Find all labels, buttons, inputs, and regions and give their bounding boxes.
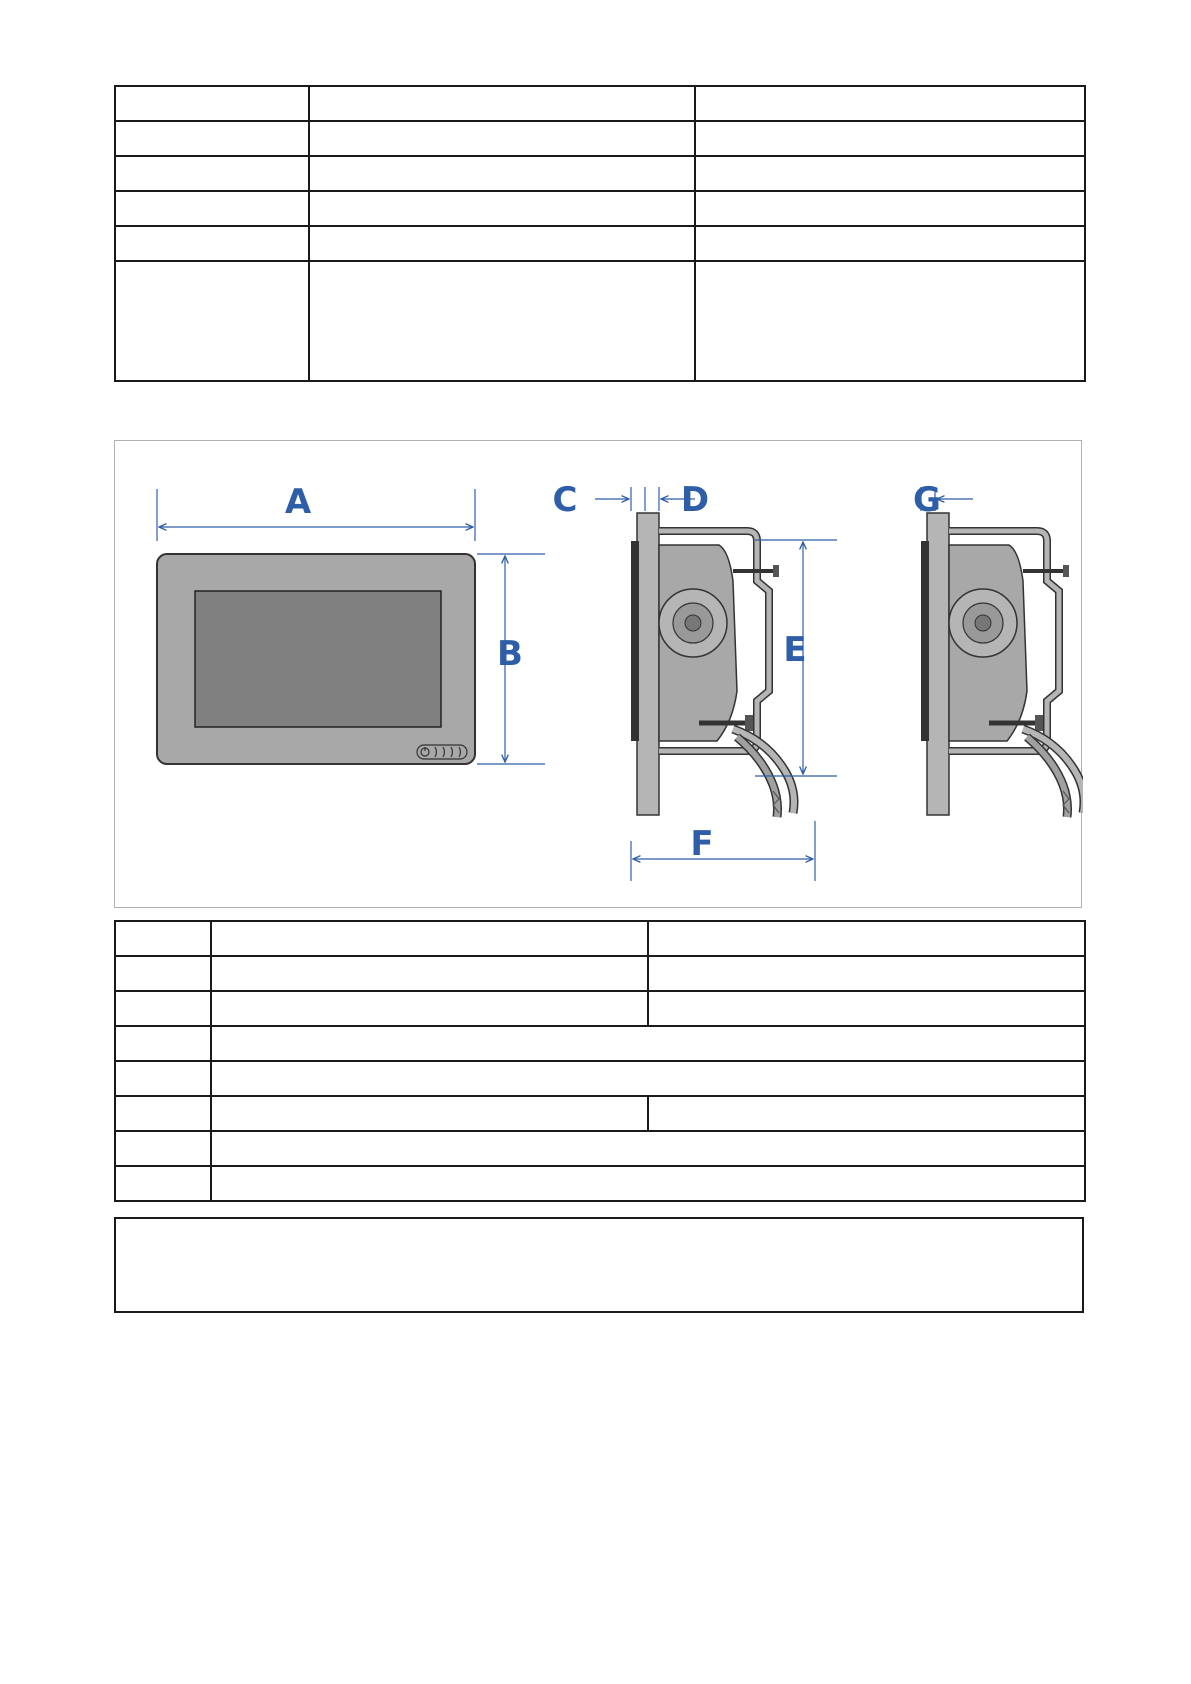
table-cell (115, 226, 309, 261)
table-cell (695, 261, 1085, 381)
table-cell (648, 921, 1085, 956)
table-row (115, 1166, 1085, 1201)
table-cell (211, 956, 648, 991)
table-cell (695, 191, 1085, 226)
table-cell (695, 121, 1085, 156)
table-cell (211, 991, 648, 1026)
table-row (115, 226, 1085, 261)
table-cell (648, 991, 1085, 1026)
table-cell (695, 156, 1085, 191)
table-cell (309, 191, 695, 226)
table-row (115, 156, 1085, 191)
dimensions-table (114, 920, 1086, 1202)
top-spec-table (114, 85, 1086, 382)
table-row (115, 956, 1085, 991)
table-row (115, 1061, 1085, 1096)
table-cell (115, 921, 211, 956)
table-cell (211, 1131, 1085, 1166)
device-side-view-flush (921, 513, 1083, 817)
table-cell (648, 1096, 1085, 1131)
table-cell (115, 121, 309, 156)
table-cell (211, 1026, 1085, 1061)
dimension-f (631, 821, 815, 881)
table-cell (211, 1061, 1085, 1096)
dimension-label-a: A (284, 482, 312, 522)
table-cell (115, 991, 211, 1026)
table-cell (695, 226, 1085, 261)
dimension-label-g: G (913, 480, 941, 520)
table-row (115, 921, 1085, 956)
device-front-view (157, 554, 475, 764)
table-cell (211, 921, 648, 956)
table-row (115, 991, 1085, 1026)
table-row (115, 1026, 1085, 1061)
table-row (115, 1096, 1085, 1131)
table-cell (115, 1026, 211, 1061)
dimensions-figure (114, 440, 1082, 908)
table-cell (115, 156, 309, 191)
dimensions-drawing (115, 441, 1083, 909)
table-cell (211, 1166, 1085, 1201)
table-cell (115, 1096, 211, 1131)
table-row (115, 86, 1085, 121)
table-cell (309, 121, 695, 156)
table-row (115, 191, 1085, 226)
table-cell (648, 956, 1085, 991)
table-cell (309, 86, 695, 121)
table-cell (115, 191, 309, 226)
table-cell (115, 1131, 211, 1166)
table-cell (309, 226, 695, 261)
table-cell (115, 261, 309, 381)
table-cell (115, 86, 309, 121)
table-row (115, 261, 1085, 381)
table-cell (695, 86, 1085, 121)
table-row (115, 1131, 1085, 1166)
table-cell (115, 1166, 211, 1201)
dimension-label-d: D (680, 480, 710, 520)
device-side-view (631, 513, 794, 817)
dimension-label-e: E (783, 630, 807, 670)
dimension-label-b: B (497, 634, 523, 674)
table-cell (211, 1096, 648, 1131)
dimension-label-f: F (690, 824, 714, 864)
table-row (115, 121, 1085, 156)
table-cell (309, 261, 695, 381)
table-cell (309, 156, 695, 191)
table-cell (115, 956, 211, 991)
table-cell (115, 1061, 211, 1096)
dimension-a (157, 489, 475, 541)
dimension-label-c: C (552, 480, 578, 520)
note-box (114, 1217, 1084, 1313)
